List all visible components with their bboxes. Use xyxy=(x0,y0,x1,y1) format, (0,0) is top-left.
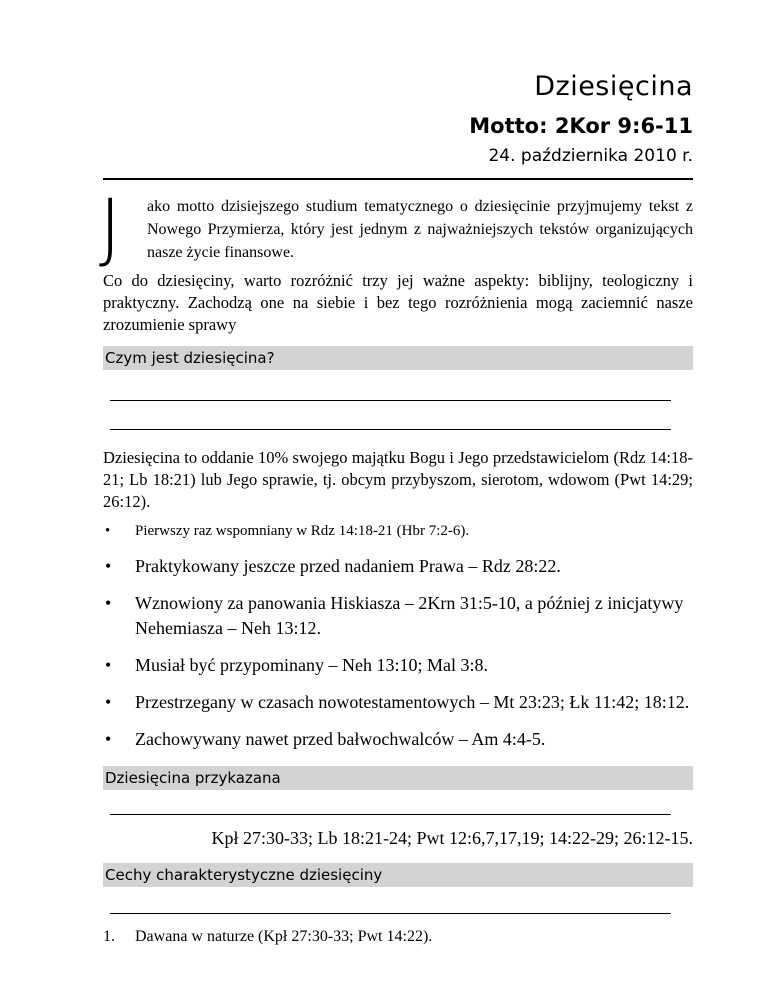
bullet-icon: • xyxy=(105,556,112,576)
document-page xyxy=(99,70,693,948)
drop-cap: J xyxy=(99,182,122,271)
fact-list xyxy=(103,521,693,752)
list-item xyxy=(103,591,693,641)
document-title: Dziesięcina xyxy=(534,71,693,102)
section-heading-characteristics: Cechy charakterystyczne dziesięciny xyxy=(103,863,693,887)
list-item xyxy=(103,653,693,678)
bullet-icon: • xyxy=(105,523,111,539)
list-item xyxy=(103,727,693,752)
list-item-text: Praktykowany jeszcze przed nadaniem Prawa – Rdz 28:22. xyxy=(135,556,561,576)
numbered-item xyxy=(103,926,693,948)
motto-line: Motto: 2Kor 9:6-11 xyxy=(469,114,693,138)
bullet-icon: • xyxy=(105,655,112,675)
bullet-icon: • xyxy=(105,593,112,613)
list-item-text: Przestrzegany w czasach nowotestamentowych – Mt 23:23; Łk 11:42; 18:12. xyxy=(135,692,690,712)
date-line: 24. października 2010 r. xyxy=(488,146,693,166)
section-heading-what-is: Czym jest dziesięcina? xyxy=(103,346,693,370)
list-item xyxy=(103,690,693,715)
item-text: Dawana w naturze (Kpł 27:30-33; Pwt 14:22). xyxy=(135,928,433,945)
blank-line xyxy=(110,814,671,815)
bullet-icon: • xyxy=(105,729,112,749)
intro-paragraph xyxy=(99,182,693,271)
intro-text: ako motto dzisiejszego studium tematycznego o dziesięcinie przyjmujemy tekst z Nowego Przymierza, który jest jednym z najważniejszych tekstów organizujących nasze życie finansowe. xyxy=(147,198,693,261)
list-item-text: Zachowywany nawet przed bałwochwalców – Am 4:4-5. xyxy=(135,729,546,749)
bullet-icon: • xyxy=(105,692,112,712)
blank-line xyxy=(110,429,671,430)
list-item xyxy=(103,521,693,542)
blank-line xyxy=(110,400,671,401)
section-heading-commanded: Dziesięcina przykazana xyxy=(103,766,693,790)
aspects-paragraph: Co do dziesięciny, warto rozróżnić trzy jej ważne aspekty: biblijny, teologiczny i praktyczny. Zachodzą one na siebie i bez tego rozróżnienia mogą zaciemnić nasze zrozumienie sprawy xyxy=(103,271,693,334)
blank-line xyxy=(110,913,671,914)
item-number: 1. xyxy=(103,928,115,945)
list-item xyxy=(103,554,693,579)
list-item-text: Musiał być przypominany – Neh 13:10; Mal 3:8. xyxy=(135,655,488,675)
definition-paragraph: Dziesięcina to oddanie 10% swojego majątku Bogu i Jego przedstawicielom (Rdz 14:18-21; Lb 18:21) lub Jego sprawie, tj. obcym przybyszom, sierotom, wdowom (Pwt 14:29; 26:12). xyxy=(103,448,693,511)
list-item-text: Pierwszy raz wspomniany w Rdz 14:18-21 (Hbr 7:2-6). xyxy=(135,523,470,539)
header-rule xyxy=(103,178,693,180)
list-item-text: Wznowiony za panowania Hiskiasza – 2Krn 31:5-10, a później z inicjatywy Nehemiasza – Neh 13:12. xyxy=(135,593,684,638)
scripture-references: Kpł 27:30-33; Lb 18:21-24; Pwt 12:6,7,17,19; 14:22-29; 26:12-15. xyxy=(211,828,693,848)
